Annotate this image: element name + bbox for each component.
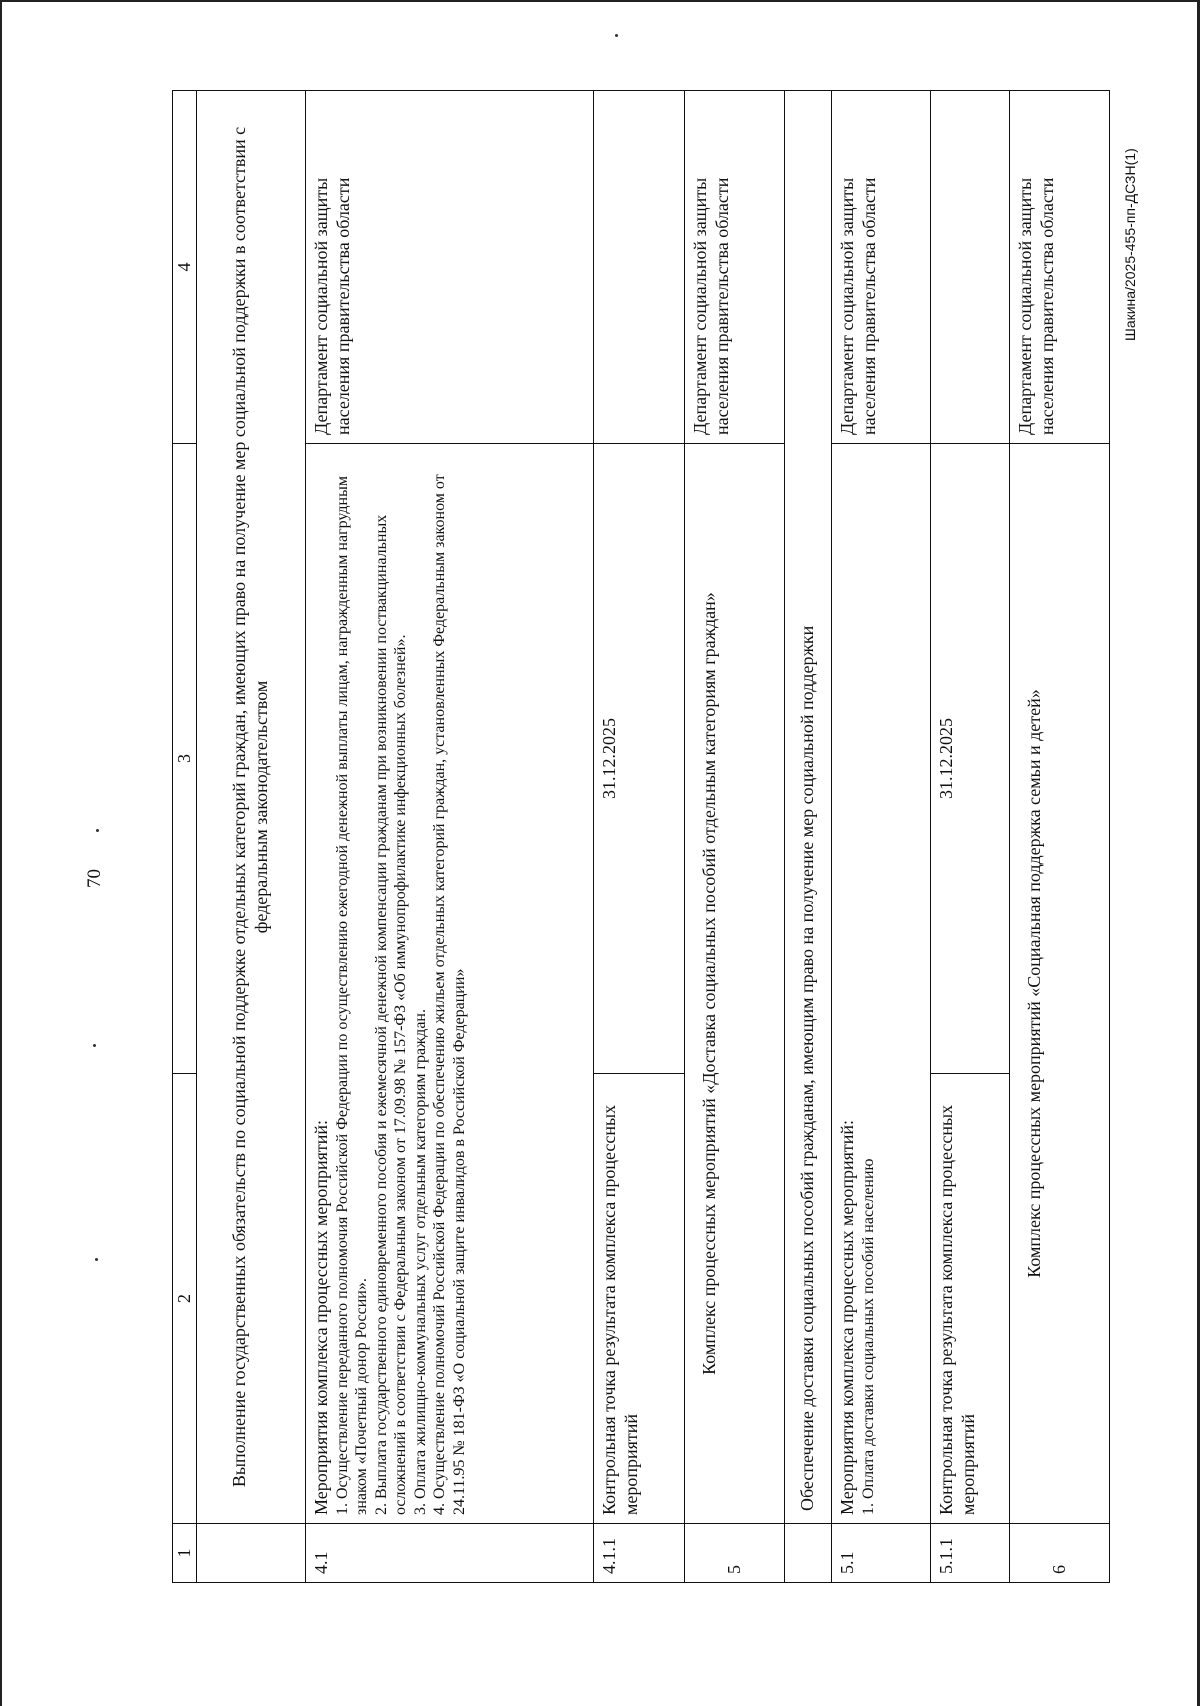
responsible-cell: [594, 91, 685, 444]
footer-code: Шакина/2025-455-пп-ДСЗН(1): [1122, 148, 1138, 341]
row-title: Мероприятия комплекса процессных мероприятий:: [837, 1119, 857, 1515]
responsible-cell: [931, 91, 1010, 444]
list-item: 1. Оплата доставки социальных пособий населению: [859, 1158, 877, 1515]
responsible-cell: Департамент социальной защиты населения правительства области: [685, 91, 785, 444]
responsible-cell: Департамент социальной защиты населения правительства области: [306, 91, 594, 444]
section-row: [197, 91, 306, 1583]
col-header-4: 4: [173, 91, 197, 444]
row-title: Мероприятия комплекса процессных мероприятий:: [311, 1119, 331, 1515]
header-row: [173, 91, 197, 1583]
complex-row: [685, 91, 785, 1583]
col-header-1: 1: [173, 1524, 197, 1583]
row-number: 6: [1010, 1524, 1110, 1583]
section-title: Обеспечение доставки социальных пособий гражданам, имеющим право на получение мер социальной поддержки: [785, 91, 832, 1524]
section-num-cell: [785, 1524, 832, 1583]
section-row: [785, 91, 832, 1583]
table-row: [832, 91, 931, 1583]
table-row: [594, 91, 685, 1583]
row-description: [832, 444, 931, 1524]
row-title: Контрольная точка результата комплекса процессных мероприятий: [594, 1074, 685, 1524]
responsible-cell: Департамент социальной защиты населения правительства области: [1010, 91, 1110, 444]
col-header-3: 3: [173, 444, 197, 1074]
page-number: 70: [84, 869, 105, 888]
col-header-2: 2: [173, 1074, 197, 1524]
complex-row: [1010, 91, 1110, 1583]
measures-table: [172, 90, 1110, 1583]
row-number: 5.1: [832, 1524, 931, 1583]
list-item: 4. Осуществление полномочий Российской Федерации по обеспечению жильем отдельных категорий граждан, установленных Федеральным законом от 24.11.95 № 181-ФЗ «О социальной защите инвалидов в Российской Федерации»: [431, 474, 468, 1515]
list-item: 2. Выплата государственного единовременного пособия и ежемесячной денежной компенсации гражданам при возникновении поствакцинальных осложнений в соответствии с Федеральным законом от 17.09.98 № 157-ФЗ «Об иммунопрофилактике инфекционных болезней».: [372, 514, 410, 1515]
row-number: 5: [685, 1524, 785, 1583]
section-title: Выполнение государственных обязательств по социальной поддержке отдельных категорий граждан, имеющих право на получение мер социальной поддержки в соответствии с федеральным законодательством: [197, 91, 306, 1524]
due-date: 31.12.2025: [594, 444, 685, 1074]
table-row: [306, 91, 594, 1583]
list-item: 1. Осуществление переданного полномочия Российской Федерации по осуществлению ежегодной денежной выплаты лицам, награжденным нагрудным знаком «Почетный донор России».: [333, 476, 371, 1515]
row-number: 4.1.1: [594, 1524, 685, 1583]
row-description: [306, 444, 594, 1524]
list-item: 3. Оплата жилищно-коммунальных услуг отдельным категориям граждан.: [411, 1009, 429, 1515]
responsible-cell: Департамент социальной защиты населения правительства области: [832, 91, 931, 444]
row-number: 5.1.1: [931, 1524, 1010, 1583]
due-date: 31.12.2025: [931, 444, 1010, 1074]
row-title: Контрольная точка результата комплекса процессных мероприятий: [931, 1074, 1010, 1524]
complex-title: Комплекс процессных мероприятий «Социальная поддержка семьи и детей»: [1010, 444, 1110, 1524]
complex-title: Комплекс процессных мероприятий «Доставка социальных пособий отдельным категориям граждан»: [685, 444, 785, 1524]
row-number: 4.1: [306, 1524, 594, 1583]
table-row: [931, 91, 1010, 1583]
section-num-cell: [197, 1524, 306, 1583]
